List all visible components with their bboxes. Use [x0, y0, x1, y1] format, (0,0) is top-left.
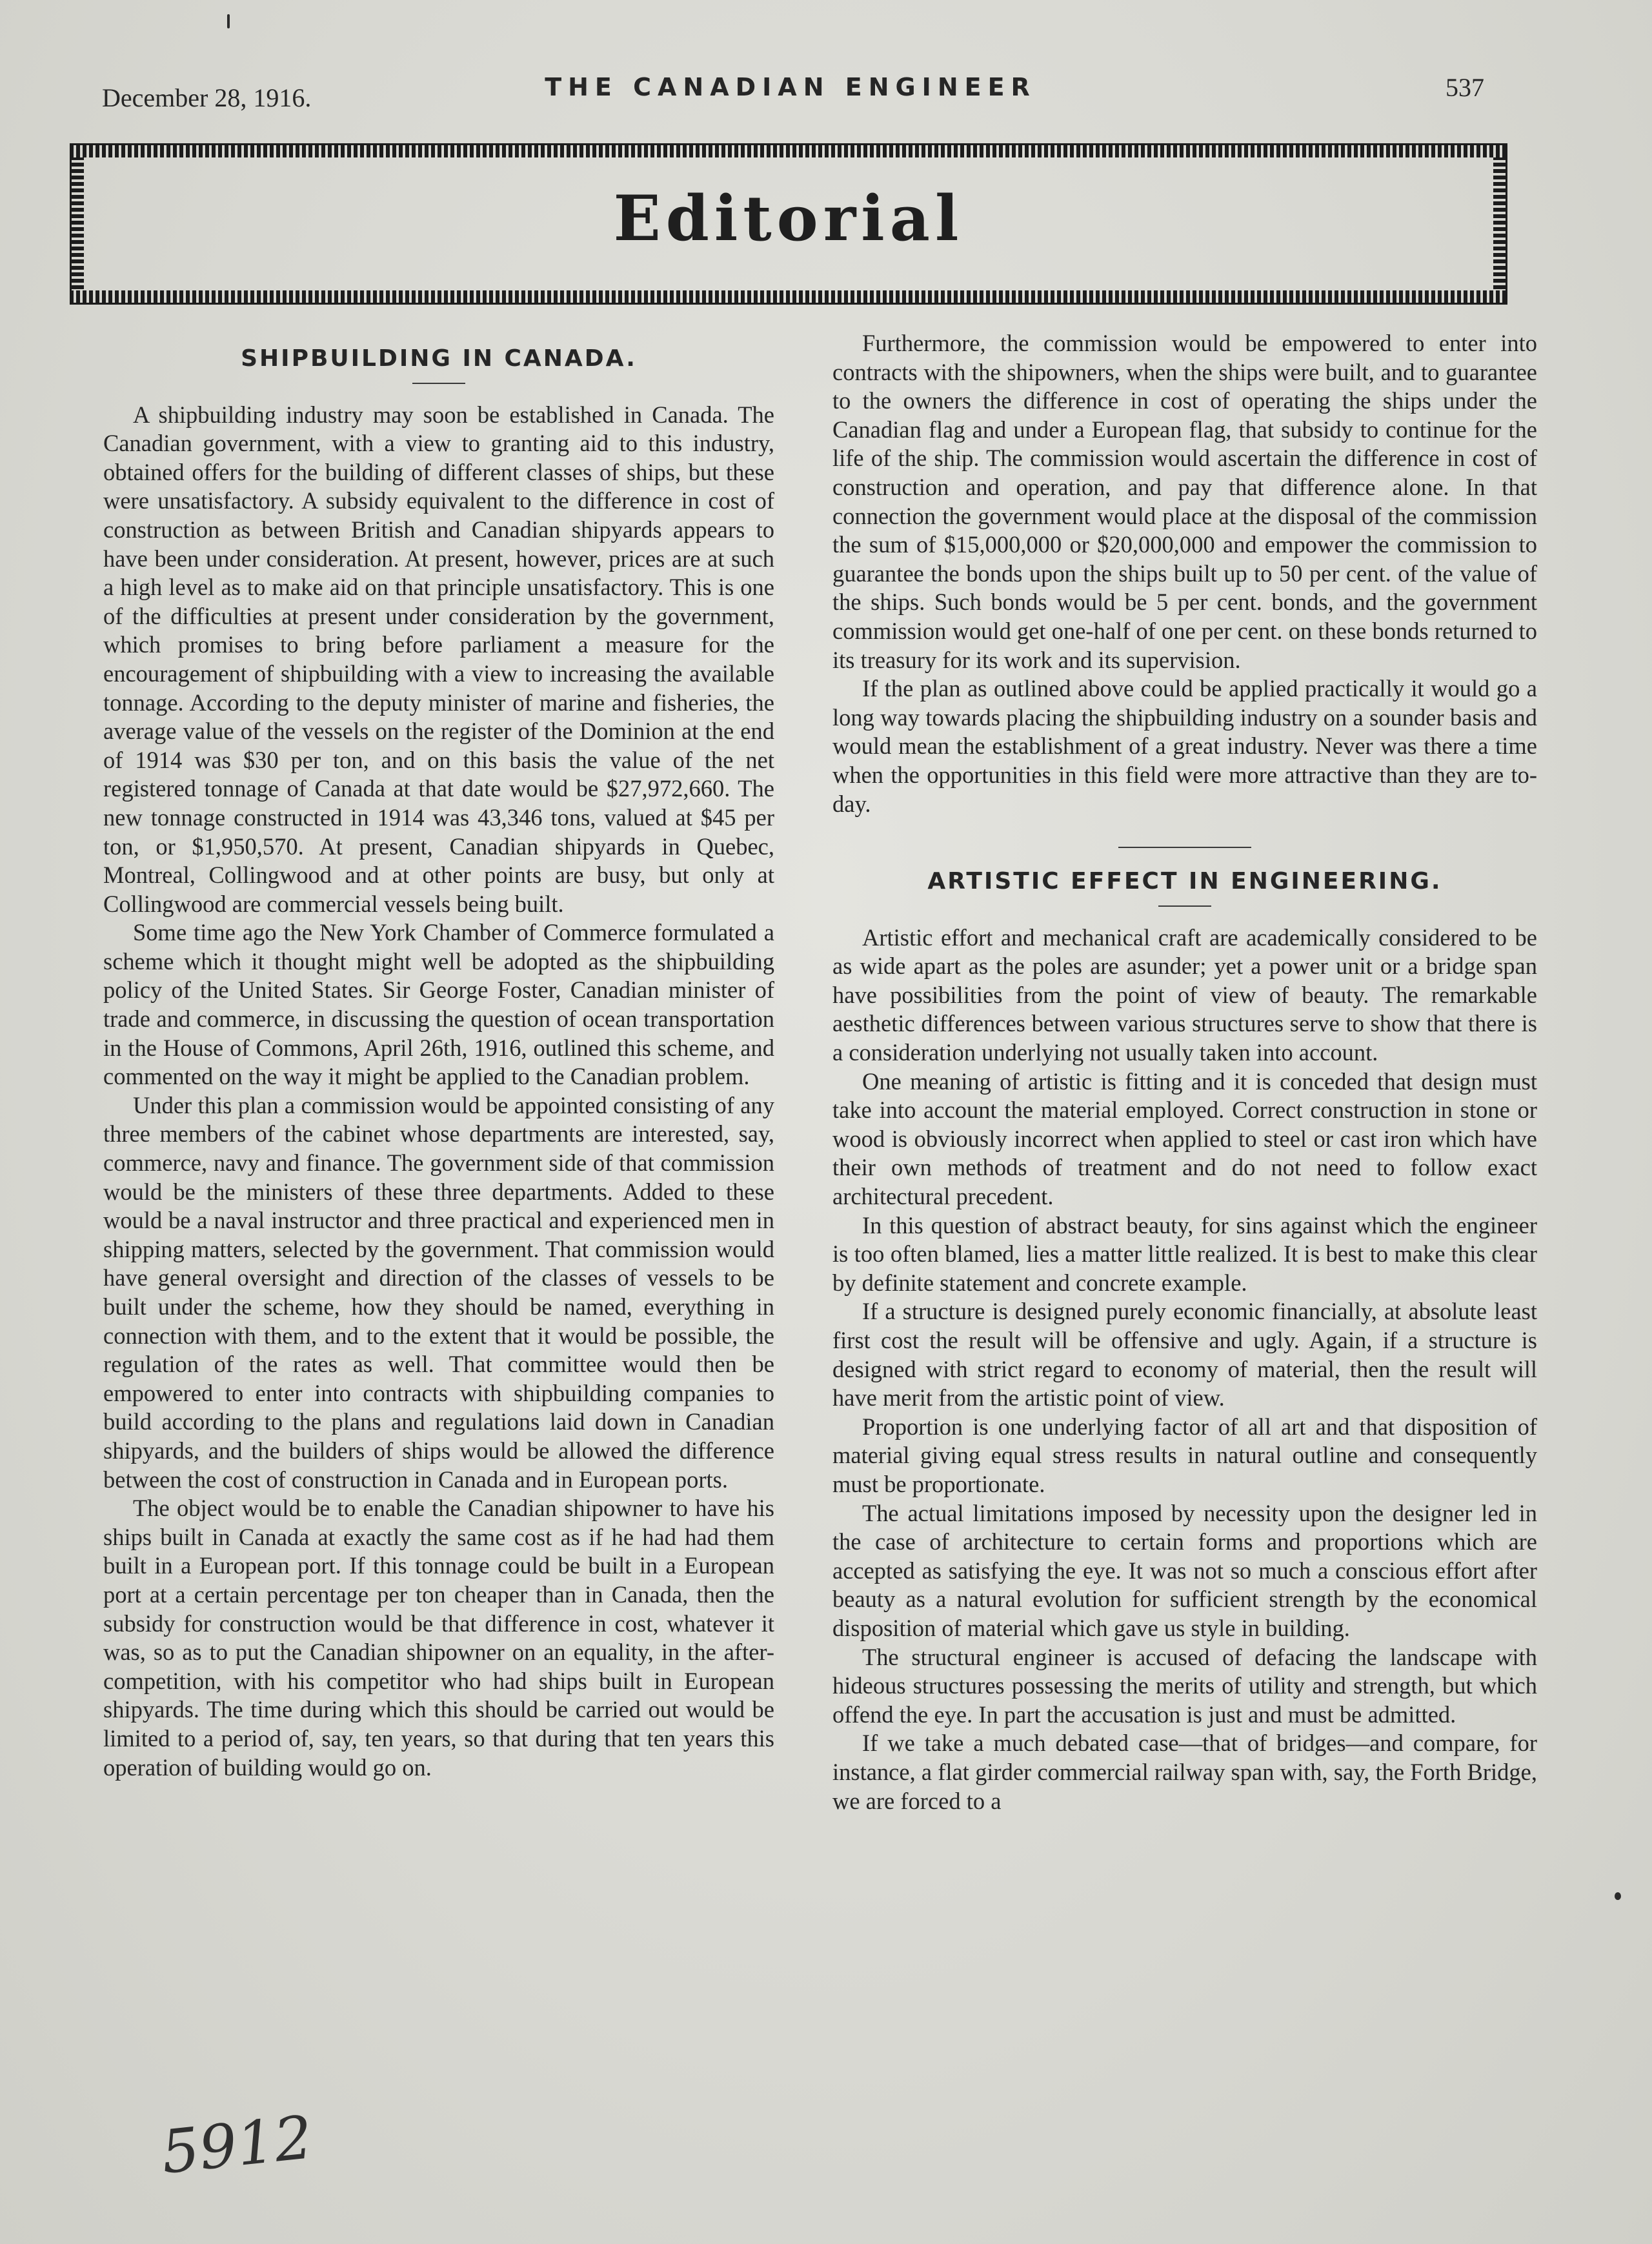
- article-paragraph: The actual limitations imposed by necessity upon the designer led in the case of architecture to certain forms and proportions which are accepted as satisfying the eye. It was not so much a conscious effort after beauty as a natural evolution for sufficient strength by the economical disposition of material which gave us style in building.: [832, 1499, 1537, 1641]
- article-paragraph: The object would be to enable the Canadian shipowner to have his ships built in Canada at exactly the same cost as if he had had them built in a European port. If this tonnage could be built in a European port at a certain percentage per ton cheaper than in Canada, then the subsidy for construction would be that difference in cost, whatever it was, so as to put the Canadian shipowner on an equality, in the after-competition, with his competitor who had ships built in European shipyards. The time during which this should be carried out would be limited to a period of, say, ten years, so that during that ten years this operation of building would go on.: [103, 1495, 774, 1781]
- ink-fleck: [227, 14, 230, 28]
- title-rule: [1158, 905, 1211, 907]
- article-paragraph: A shipbuilding industry may soon be established in Canada. The Canadian government, with a view to granting aid to this industry, obtained offers for the building of different classes of ships, but these were unsatisfactory. A subsidy equivalent to the difference in cost of construction as between British and Canadian shipyards appears to have been under consideration. At present, however, prices are at such a high level as to make aid on that principle unsatisfactory. This is one of the difficulties at present under consideration by the government, which promises to bring before parliament a measure for the encouragement of shipbuilding with a view to increasing the available tonnage. According to the deputy minister of marine and fisheries, the average value of the vessels on the register of the Dominion at the end of 1914 was $30 per ton, and on this basis the value of the net registered tonnage of Canada at that date would be $27,972,660. The new tonnage constructed in 1914 was 43,346 tons, valued at $45 per ton, or $1,950,570. At present, Canadian shipyards in Quebec, Montreal, Collingwood and at other points are busy, but only at Collingwood are commercial vessels being built.: [103, 401, 774, 917]
- article-paragraph: Proportion is one underlying factor of all art and that disposition of material giving equal stress results in natural outline and consequently must be proportionate.: [832, 1413, 1537, 1497]
- article-title-shipbuilding: SHIPBUILDING IN CANADA.: [241, 345, 637, 372]
- journal-title: THE CANADIAN ENGINEER: [545, 73, 1036, 101]
- article-paragraph: The structural engineer is accused of defacing the landscape with hideous structures possessing the merits of utility and strength, but which offend the eye. In part the accusation is just and must be admitted.: [832, 1643, 1537, 1728]
- article-paragraph: If the plan as outlined above could be applied practically it would go a long way towards placing the shipbuilding industry on a sounder basis and would mean the establishment of a great industry. Never was there a time when the opportunities in this field were more attractive than they are to-day.: [832, 675, 1537, 817]
- article-paragraph: If we take a much debated case—that of bridges—and compare, for instance, a flat girder commercial railway span with, say, the Forth Bridge, we are forced to a: [832, 1730, 1537, 1814]
- handwritten-annotation: 5912: [158, 2103, 316, 2187]
- article-title-artistic-effect: ARTISTIC EFFECT IN ENGINEERING.: [927, 868, 1442, 895]
- article-paragraph: Some time ago the New York Chamber of Commerce formulated a scheme which it thought might well be adopted as the shipbuilding policy of the United States. Sir George Foster, Canadian minister of trade and commerce, in discussing the question of ocean transportation in the House of Commons, April 26th, 1916, outlined this scheme, and commented on the way it might be applied to the Canadian problem.: [103, 919, 774, 1090]
- running-header: [97, 70, 1484, 112]
- right-column: [832, 329, 1537, 1815]
- article-paragraph: In this question of abstract beauty, for sins against which the engineer is too often blamed, lies a matter little realized. It is best to make this clear by definite statement and concrete example.: [832, 1211, 1537, 1296]
- editorial-banner: [70, 143, 1507, 305]
- title-rule: [412, 383, 465, 384]
- ink-fleck: [1615, 1892, 1621, 1900]
- article-paragraph: One meaning of artistic is fitting and it is conceded that design must take into account the material employed. Correct construction in stone or wood is obviously incorrect when applied to steel or cast iron which have their own methods of treatment and do not need to follow exact architectural precedent.: [832, 1067, 1537, 1210]
- left-column: [103, 329, 774, 1782]
- article-paragraph: If a structure is designed purely economic financially, at absolute least first cost the result will be offensive and ugly. Again, if a structure is designed with strict regard to economy of material, then the result will have merit from the artistic point of view.: [832, 1298, 1537, 1411]
- article-paragraph: Under this plan a commission would be appointed consisting of any three members of the cabinet whose departments are interested, say, commerce, navy and finance. The government side of that commission would be the ministers of these three departments. Added to these would be a naval instructor and three practical and experienced men in shipping matters, selected by the government. That commission would have general oversight and direction of the classes of vessels to be built under the scheme, how they should be named, everything in connection with them, and to the extent that it would be possible, the regulation of the rates as well. That committee would then be empowered to enter into contracts with shipbuilding companies to build according to the plans and regulations laid down in Canadian shipyards, and the builders of ships would be allowed the difference between the cost of construction in Canada and in European ports.: [103, 1091, 774, 1493]
- editorial-heading: Editorial: [613, 182, 964, 255]
- section-divider: [1118, 847, 1251, 848]
- article-paragraph: Artistic effort and mechanical craft are academically considered to be as wide apart as the poles are asunder; yet a power unit or a bridge span have possibilities from the point of view of beauty. The remarkable aesthetic differences between various structures serve to show that there is a consideration underlying not usually taken into account.: [832, 924, 1537, 1066]
- article-paragraph: Furthermore, the commission would be empowered to enter into contracts with the shipowners, when the ships were built, and to guarantee to the owners the difference in cost of operating the ships under the Canadian flag and under a European flag, that subsidy to continue for the life of the ship. The commission would ascertain the difference in cost of construction and operation, and pay that difference alone. In that connection the government would place at the disposal of the commission the sum of $15,000,000 or $20,000,000 and empower the commission to guarantee the bonds upon the ships built up to 50 per cent. of the value of the ships. Such bonds would be 5 per cent. bonds, and the government commission would get one-half of one per cent. on these bonds returned to its treasury for its work and its supervision.: [832, 330, 1537, 673]
- issue-date: December 28, 1916.: [102, 83, 312, 112]
- page-number: 537: [1446, 73, 1484, 102]
